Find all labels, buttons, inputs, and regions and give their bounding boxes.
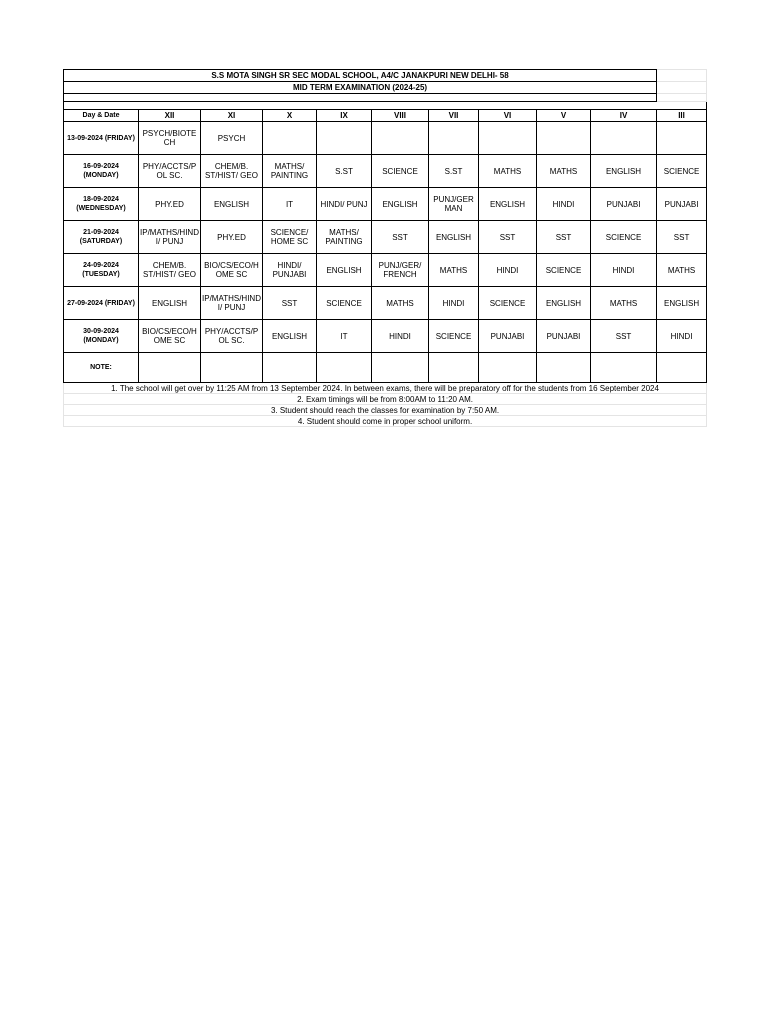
class-header-v: V (537, 110, 591, 122)
class-header-x: X (263, 110, 317, 122)
exam-row (64, 320, 707, 353)
instruction-text: 4. Student should come in proper school uniform. (64, 416, 707, 427)
subject-cell: MATHS (591, 287, 657, 320)
subject-cell: ENGLISH (429, 221, 479, 254)
subject-cell: HINDI (479, 254, 537, 287)
class-header-vi: VI (479, 110, 537, 122)
subject-cell: HINDI/ PUNJ (317, 188, 372, 221)
subject-cell: IP/MATHS/HINDI/ PUNJ (139, 221, 201, 254)
exam-date: 18-09-2024 (WEDNESDAY) (64, 188, 139, 221)
exam-title: MID TERM EXAMINATION (2024-25) (64, 82, 657, 94)
day-date-header: Day & Date (64, 110, 139, 122)
subject-cell: PHY.ED (139, 188, 201, 221)
exam-date: 27-09-2024 (FRIDAY) (64, 287, 139, 320)
subject-cell: ENGLISH (372, 188, 429, 221)
exam-schedule-sheet (63, 69, 706, 427)
subject-cell: SCIENCE (429, 320, 479, 353)
subject-cell: PUNJ/GER/ FRENCH (372, 254, 429, 287)
subject-cell (317, 122, 372, 155)
subject-cell: MATHS/ PAINTING (317, 221, 372, 254)
class-header-ix: IX (317, 110, 372, 122)
subject-cell: MATHS (372, 287, 429, 320)
subject-cell: SCIENCE (479, 287, 537, 320)
exam-row (64, 221, 707, 254)
subject-cell: PHY/ACCTS/POL SC. (201, 320, 263, 353)
subject-cell: PSYCH (201, 122, 263, 155)
subject-cell: PUNJ/GERMAN (429, 188, 479, 221)
subject-cell: HINDI (657, 320, 707, 353)
subject-cell (263, 122, 317, 155)
exam-schedule-table (63, 69, 707, 427)
subject-cell: IT (317, 320, 372, 353)
subject-cell: SCIENCE (317, 287, 372, 320)
subject-cell: SST (591, 320, 657, 353)
subject-cell: PSYCH/BIOTECH (139, 122, 201, 155)
exam-row (64, 155, 707, 188)
exam-row (64, 287, 707, 320)
class-header-vii: VII (429, 110, 479, 122)
subject-cell: PUNJABI (591, 188, 657, 221)
subject-cell (591, 122, 657, 155)
note-row (64, 353, 707, 383)
subject-cell: SST (657, 221, 707, 254)
subject-cell: HINDI/ PUNJABI (263, 254, 317, 287)
subject-cell: ENGLISH (591, 155, 657, 188)
subject-cell (479, 122, 537, 155)
exam-date: 30-09-2024 (MONDAY) (64, 320, 139, 353)
exam-date: 21-09-2024 (SATURDAY) (64, 221, 139, 254)
exam-row (64, 254, 707, 287)
subject-cell: HINDI (372, 320, 429, 353)
subject-cell: SCIENCE/ HOME SC (263, 221, 317, 254)
instruction-text: 3. Student should reach the classes for examination by 7:50 AM. (64, 405, 707, 416)
subject-cell (657, 122, 707, 155)
subject-cell: PUNJABI (479, 320, 537, 353)
instruction-row (64, 383, 707, 394)
blank-row (64, 102, 707, 110)
subject-cell: MATHS/ PAINTING (263, 155, 317, 188)
subject-cell: ENGLISH (537, 287, 591, 320)
class-header-iv: IV (591, 110, 657, 122)
school-name-row (64, 70, 707, 82)
subject-cell: PUNJABI (537, 320, 591, 353)
subject-cell: SCIENCE (372, 155, 429, 188)
class-header-xii: XII (139, 110, 201, 122)
subject-cell: HINDI (537, 188, 591, 221)
subject-cell: SST (372, 221, 429, 254)
exam-title-row (64, 82, 707, 94)
class-header-viii: VIII (372, 110, 429, 122)
header-row (64, 110, 707, 122)
subject-cell: ENGLISH (479, 188, 537, 221)
subject-cell: ENGLISH (657, 287, 707, 320)
instruction-text: 1. The school will get over by 11:25 AM from 13 September 2024. In between exams, there will be preparatory off for the students from 16 September 2024 (64, 383, 707, 394)
subject-cell: SCIENCE (657, 155, 707, 188)
subject-cell: SST (263, 287, 317, 320)
instruction-row (64, 416, 707, 427)
exam-row (64, 122, 707, 155)
exam-date: 16-09-2024 (MONDAY) (64, 155, 139, 188)
exam-row (64, 188, 707, 221)
subject-cell: MATHS (537, 155, 591, 188)
exam-date: 13-09-2024 (FRIDAY) (64, 122, 139, 155)
subject-cell: MATHS (429, 254, 479, 287)
note-label: NOTE: (64, 353, 139, 383)
subject-cell: ENGLISH (139, 287, 201, 320)
school-name: S.S MOTA SINGH SR SEC MODAL SCHOOL, A4/C JANAKPURI NEW DELHI- 58 (64, 70, 657, 82)
instruction-text: 2. Exam timings will be from 8:00AM to 11:20 AM. (64, 394, 707, 405)
subject-cell: ENGLISH (317, 254, 372, 287)
subject-cell: CHEM/B. ST/HIST/ GEO (201, 155, 263, 188)
subject-cell: MATHS (479, 155, 537, 188)
subject-cell: SST (479, 221, 537, 254)
subject-cell: HINDI (429, 287, 479, 320)
subject-cell: IT (263, 188, 317, 221)
subject-cell: S.ST (429, 155, 479, 188)
subject-cell: PHY.ED (201, 221, 263, 254)
class-header-iii: III (657, 110, 707, 122)
subject-cell (429, 122, 479, 155)
subject-cell: CHEM/B. ST/HIST/ GEO (139, 254, 201, 287)
class-header-xi: XI (201, 110, 263, 122)
subject-cell: ENGLISH (263, 320, 317, 353)
subject-cell: PHY/ACCTS/POL SC. (139, 155, 201, 188)
blank-row (64, 94, 707, 102)
subject-cell: ENGLISH (201, 188, 263, 221)
instruction-row (64, 394, 707, 405)
exam-date: 24-09-2024 (TUESDAY) (64, 254, 139, 287)
subject-cell: BIO/CS/ECO/HOME SC (201, 254, 263, 287)
subject-cell: SST (537, 221, 591, 254)
subject-cell: MATHS (657, 254, 707, 287)
subject-cell: IP/MATHS/HINDI/ PUNJ (201, 287, 263, 320)
instruction-row (64, 405, 707, 416)
subject-cell: PUNJABI (657, 188, 707, 221)
subject-cell: S.ST (317, 155, 372, 188)
subject-cell: SCIENCE (591, 221, 657, 254)
subject-cell: BIO/CS/ECO/HOME SC (139, 320, 201, 353)
subject-cell (537, 122, 591, 155)
subject-cell (372, 122, 429, 155)
subject-cell: SCIENCE (537, 254, 591, 287)
subject-cell: HINDI (591, 254, 657, 287)
